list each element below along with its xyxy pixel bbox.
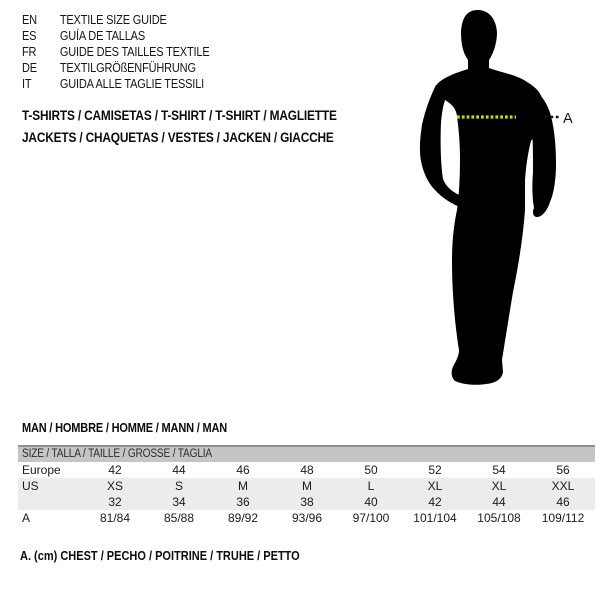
size-cell: 105/108 [477,511,521,525]
size-cell: XXL [551,479,575,493]
language-code: IT [22,77,32,91]
size-cell: 44 [172,463,186,477]
size-cell: XL [427,479,443,493]
man-silhouette-figure [390,0,600,400]
footnote-text: CHEST / PECHO / POITRINE / TRUHE / PETTO [60,549,300,563]
size-cell: 34 [172,495,186,509]
size-cell: 40 [364,495,378,509]
size-cell: 56 [556,463,570,477]
size-cell: XL [491,479,507,493]
language-code: ES [22,29,37,43]
size-cell: 42 [108,463,122,477]
row-label: Europe [22,463,61,477]
size-cell: 36 [236,495,250,509]
measure-label-a: A [563,111,573,127]
size-table [18,445,595,527]
size-cell: 42 [428,495,442,509]
size-cell: XS [106,479,123,493]
language-row-it [22,76,235,92]
size-cell: M [302,479,312,493]
table-row-us-numeric [18,494,595,510]
language-code: DE [22,61,37,75]
size-cell: 89/92 [227,511,259,525]
size-cell: 54 [492,463,506,477]
size-cell: 101/104 [413,511,457,525]
language-row-fr [22,44,235,60]
language-label: GUIDE DES TAILLES TEXTILE [59,45,210,59]
language-row-es [22,28,235,44]
language-row-de [22,60,235,76]
table-row-chest-cm [18,510,595,527]
table-row-us [18,478,595,494]
product-category-lines [22,105,380,149]
size-cell: 48 [300,463,314,477]
size-cell: S [174,479,183,493]
size-cell: 32 [108,495,122,509]
size-cell: 52 [428,463,442,477]
size-cell: M [238,479,248,493]
footnote-prefix: A. (cm) [20,549,58,563]
language-row-en [22,12,235,28]
size-cell: 46 [556,495,570,509]
language-label: GUIDA ALLE TAGLIE TESSILI [59,77,205,91]
size-cell: 85/88 [163,511,195,525]
language-code: EN [22,13,37,27]
size-cell: 44 [492,495,506,509]
size-cell: 109/112 [541,511,585,525]
row-label: US [22,479,39,493]
language-label: TEXTILGRÖßENFÜHRUNG [59,61,196,75]
size-cell: 50 [364,463,378,477]
language-label: GUÍA DE TALLAS [59,29,146,43]
row-label: A [22,511,31,525]
measurement-footnote [20,548,338,564]
size-cell: 38 [300,495,314,509]
size-table-header: SIZE / TALLA / TAILLE / GRÖSSE / TAGLIA [18,445,595,462]
section-title-man: MAN / HOMBRE / HOMME / MANN / MAN [22,421,228,435]
product-line-jackets: JACKETS / CHAQUETAS / VESTES / JACKEN / GIACCHE [22,130,334,145]
size-cell: 46 [236,463,250,477]
language-label: TEXTILE SIZE GUIDE [59,13,167,27]
language-list [22,12,235,92]
size-cell: 81/84 [99,511,131,525]
size-cell: 93/96 [291,511,323,525]
size-cell: 97/100 [352,511,390,525]
language-code: FR [22,45,37,59]
product-line-tshirts: T-SHIRTS / CAMISETAS / T-SHIRT / T-SHIRT / MAGLIETTE [22,108,337,123]
size-cell: L [367,479,375,493]
row-label [18,494,83,510]
table-row-europe [18,462,595,478]
